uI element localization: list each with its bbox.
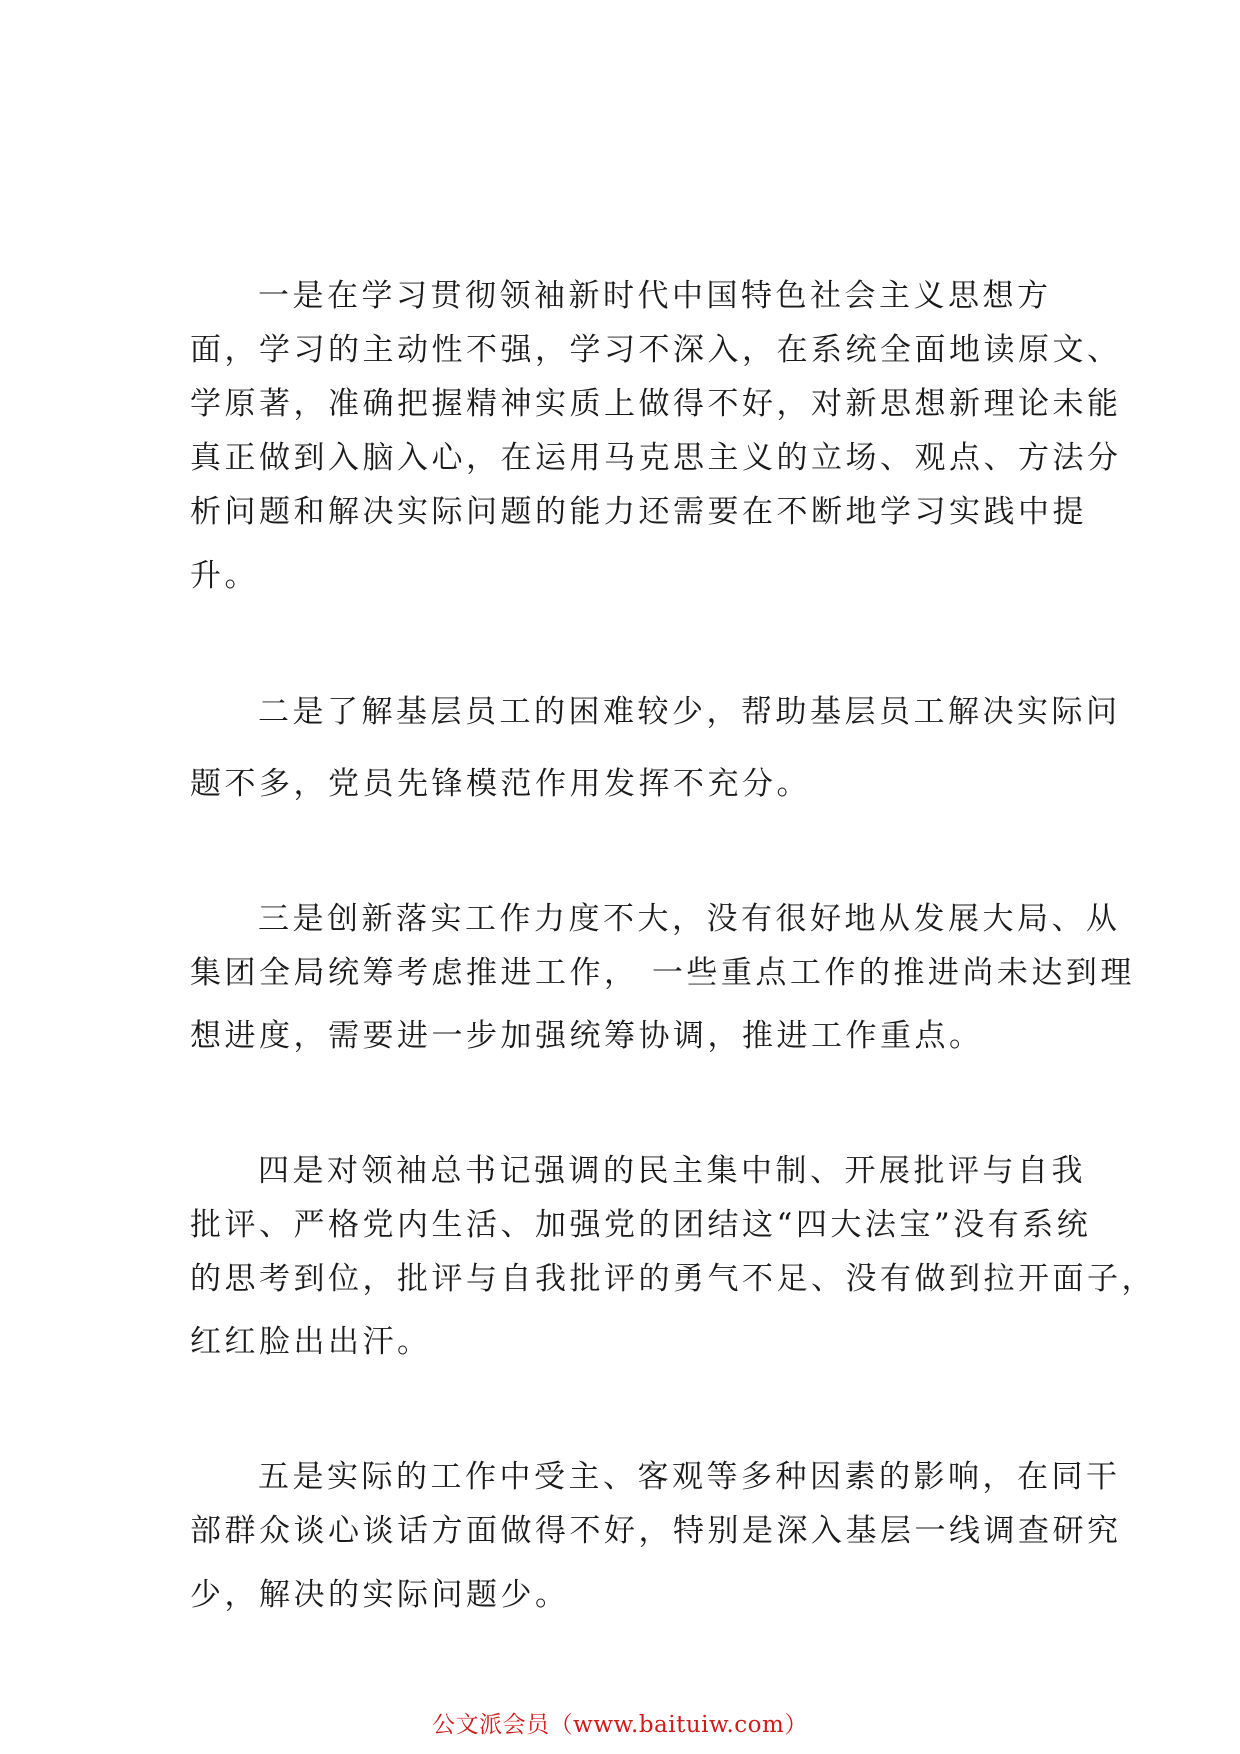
paragraph-3-line-3: 想进度，需要进一步加强统筹协调，推进工作重点。 — [190, 1018, 984, 1054]
paragraph-3-line-1: 三是创新落实工作力度不大，没有很好地从发展大局、从 — [258, 901, 1121, 937]
paragraph-1-line-4: 真正做到入脑入心，在运用马克思主义的立场、观点、方法分 — [190, 440, 1122, 476]
paragraph-2-line-2: 题不多，党员先锋模范作用发挥不充分。 — [190, 766, 811, 802]
paragraph-1-line-6: 升。 — [190, 558, 259, 594]
paragraph-2-line-1: 二是了解基层员工的困难较少，帮助基层员工解决实际问 — [258, 694, 1121, 730]
paragraph-3-line-2: 集团全局统筹考虑推进工作， 一些重点工作的推进尚未达到理 — [190, 955, 1135, 991]
paragraph-4-line-1: 四是对领袖总书记强调的民主集中制、开展批评与自我 — [258, 1153, 1086, 1189]
paragraph-1-line-5: 析问题和解决实际问题的能力还需要在不断地学习实践中提 — [190, 494, 1087, 530]
paragraph-1-line-3: 学原著，准确把握精神实质上做得不好，对新思想新理论未能 — [190, 386, 1122, 422]
paragraph-1-line-2: 面，学习的主动性不强，学习不深入，在系统全面地读原文、 — [190, 332, 1122, 368]
paragraph-5-line-2: 部群众谈心谈话方面做得不好，特别是深入基层一线调查研究 — [190, 1513, 1122, 1549]
paragraph-4-line-4: 红红脸出出汗。 — [190, 1324, 432, 1360]
paragraph-1-line-1: 一是在学习贯彻领袖新时代中国特色社会主义思想方 — [258, 278, 1052, 314]
paragraph-5-line-3: 少，解决的实际问题少。 — [190, 1577, 570, 1613]
footer-watermark: 公文派会员（www.baituiw.com） — [432, 1712, 808, 1738]
paragraph-4-line-3: 的思考到位，批评与自我批评的勇气不足、没有做到拉开面子， — [190, 1261, 1156, 1297]
paragraph-4-line-2: 批评、严格党内生活、加强党的团结这“四大法宝”没有系统 — [190, 1207, 1092, 1243]
paragraph-5-line-1: 五是实际的工作中受主、客观等多种因素的影响，在同干 — [258, 1459, 1121, 1495]
